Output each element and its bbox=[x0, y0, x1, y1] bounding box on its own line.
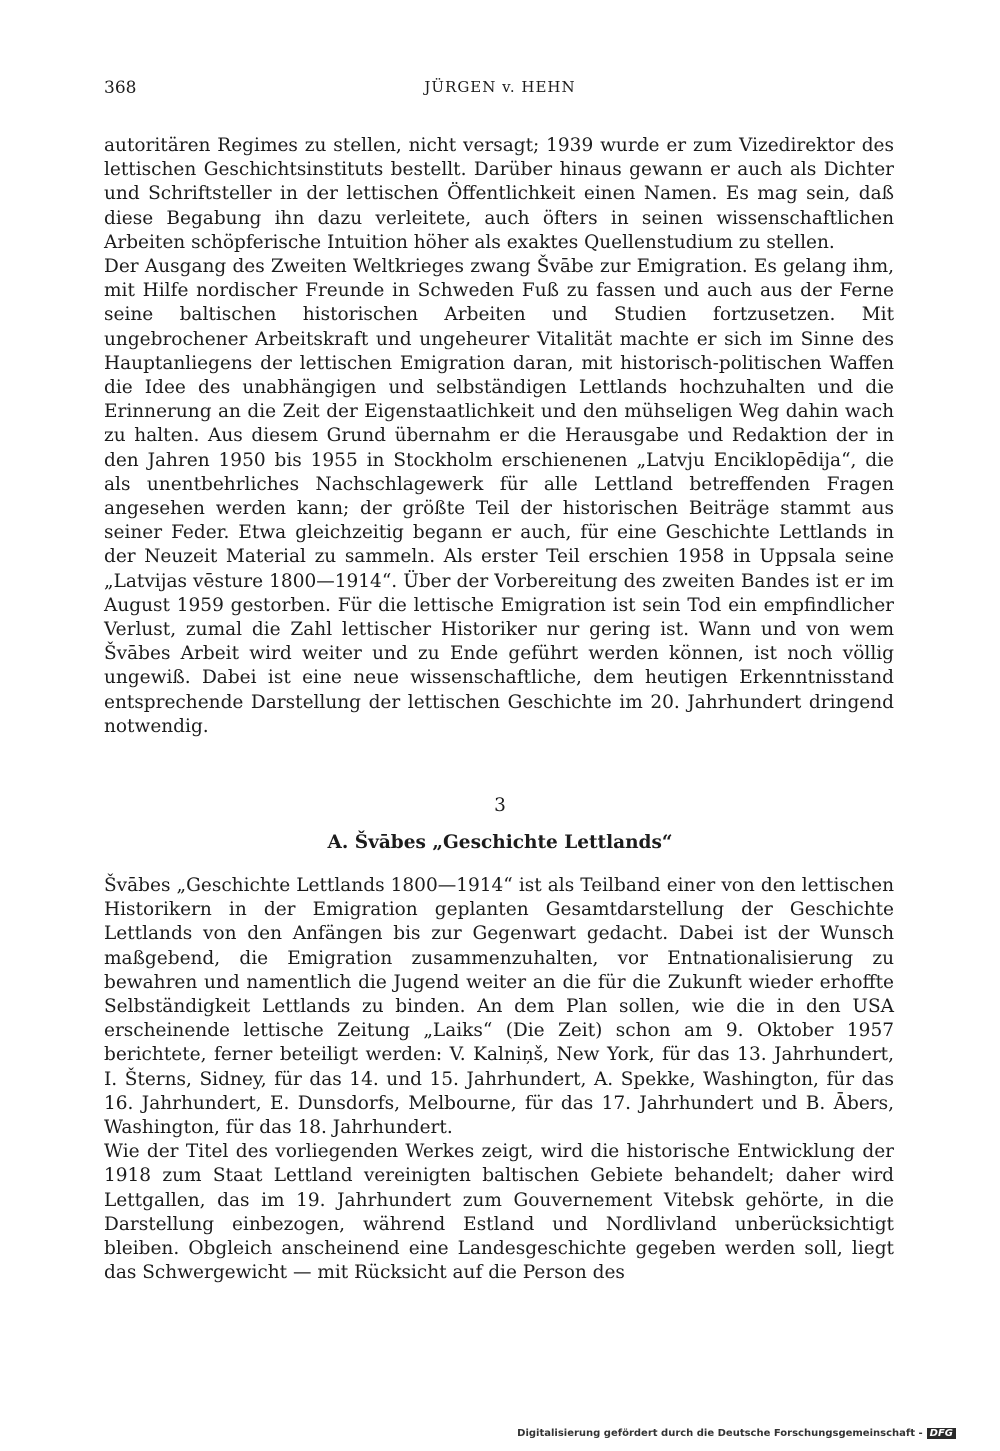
paragraph: Švābes „Geschichte Lettlands 1800—1914“ ist als Teilband einer von den lettischen Historikern in der Emigration geplanten Gesamtdarstellung der Geschichte Lettlands von den Anfängen bis zur Gegenwart gedacht. Dabei ist der Wunsch maßgebend, die Emigration zusammenzuhalten, vor Entnationalisierung zu bewahren und namentlich die Jugend weiter an die für die Zukunft wieder erhoffte Selbständigkeit Lettlands zu binden. An dem Plan sollen, wie die in den USA erscheinende lettische Zeitung „Laiks“ (Die Zeit) schon am 9. Oktober 1957 berichtete, ferner beteiligt werden: V. Kalniņš, New York, für das 13. Jahrhundert, I. Šterns, Sidney, für das 14. und 15. Jahrhundert, A. Spekke, Washington, für das 16. Jahrhundert, E. Dunsdorfs, Melbourne, für das 17. Jahrhundert und B. Ābers, Washington, für das 18. Jahrhundert. bbox=[104, 875, 894, 1139]
digitization-credit bbox=[517, 1428, 956, 1439]
paragraph: Der Ausgang des Zweiten Weltkrieges zwang Švābe zur Emigration. Es gelang ihm, mit Hilfe nordischer Freunde in Schweden Fuß zu fassen und auch aus der Ferne seine baltischen historischen Arbeiten und Studien fortzusetzen. Mit ungebrochener Arbeitskraft und ungeheurer Vitalität machte er sich im Sinne des Hauptanliegens der lettischen Emigration daran, mit historisch-politischen Waffen die Idee des unabhängigen und selbständigen Lettlands hochzuhalten und die Erinnerung an die Zeit der Eigenstaatlichkeit und den mühseligen Weg dahin wach zu halten. Aus diesem Grund übernahm er die Herausgabe und Redaktion der in den Jahren 1950 bis 1955 in Stockholm erschienenen „Latvju Enciklopēdija“, die als unentbehrliches Nachschlagewerk für alle Lettland betreffenden Fragen angesehen werden kann; der größte Teil der historischen Beiträge stammt aus seiner Feder. Etwa gleichzeitig begann er auch, für eine Geschichte Lettlands in der Neuzeit Material zu sammeln. Als erster Teil erschien 1958 in Uppsala seine „Latvijas vēsture 1800—1914“. Über der Vorbereitung des zweiten Bandes ist er im August 1959 gestorben. Für die lettische Emigration ist sein Tod ein empfindlicher Verlust, zumal die Zahl lettischer Historiker nur gering ist. Wann und von wem Švābes Arbeit wird weiter und zu Ende geführt werden können, ist noch völlig ungewiß. Dabei ist eine neue wissenschaftliche, dem heutigen Erkenntnisstand entsprechende Darstellung der lettischen Geschichte im 20. Jahrhundert dringend notwendig. bbox=[104, 256, 894, 737]
page-number: 368 bbox=[104, 78, 137, 98]
body-text-lower bbox=[104, 874, 894, 1285]
body-text-upper bbox=[104, 134, 894, 739]
section-title: A. Švābes „Geschichte Lettlands“ bbox=[327, 832, 673, 853]
credit-text: Digitalisierung gefördert durch die Deutsche Forschungsgemeinschaft - bbox=[517, 1428, 923, 1439]
paragraph: Wie der Titel des vorliegenden Werkes zeigt, wird die historische Entwicklung der 1918 zum Staat Lettland vereinigten baltischen Gebiete behandelt; daher wird Lettgallen, das im 19. Jahrhundert zum Gouvernement Vitebsk gehörte, in die Darstellung einbezogen, während Estland und Nordlivland unberücksichtigt bleiben. Obgleich anscheinend eine Landesgeschichte gegeben werden soll, liegt das Schwergewicht — mit Rücksicht auf die Person des bbox=[104, 1141, 894, 1284]
running-head: JÜRGEN v. HEHN bbox=[424, 78, 576, 96]
section-number: 3 bbox=[494, 795, 506, 816]
dfg-logo: DFG bbox=[927, 1428, 956, 1439]
paragraph: autoritären Regimes zu stellen, nicht versagt; 1939 wurde er zum Vizedirektor des lettischen Geschichtsinstituts bestellt. Darüber hinaus gewann er auch als Dichter und Schriftsteller in der lettischen Öffentlichkeit einen Namen. Es mag sein, daß diese Begabung ihn dazu verleitete, auch öfters in seinen wissenschaftlichen Arbeiten schöpferische Intuition höher als exaktes Quellenstudium zu stellen. bbox=[104, 135, 894, 253]
